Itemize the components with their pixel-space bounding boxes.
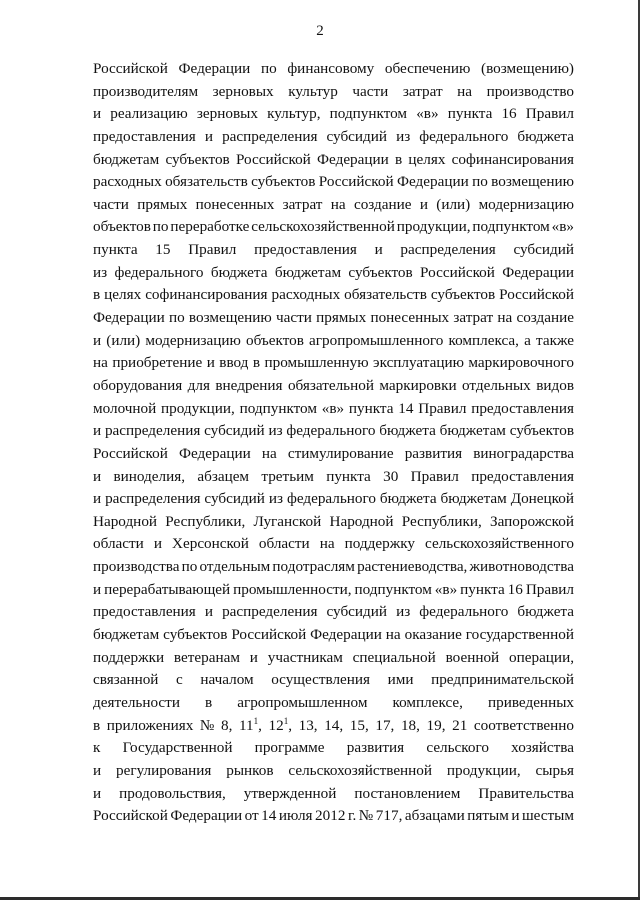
paragraph-lines-after: [93, 737, 574, 828]
text-line: [93, 239, 574, 262]
text-line: [93, 194, 574, 217]
text-line: [93, 126, 574, 149]
text-line: [93, 805, 574, 828]
text-line-content: Народной Республики, Луганской Народной Республики, Запорожской: [93, 512, 574, 530]
text-line-annex: [93, 715, 574, 738]
text-line-content: молочной продукции, подпунктом «в» пункта 14 Правил предоставления: [93, 399, 574, 417]
superscript-1: 1: [253, 715, 259, 726]
text-line-content: предоставления и распределения субсидий из федерального бюджета: [93, 127, 574, 145]
text-line: [93, 579, 574, 602]
text-line-content: Федерации по возмещению части прямых понесенных затрат на создание: [93, 309, 574, 327]
text-line: [93, 533, 574, 556]
text-line: [93, 352, 574, 375]
superscript-2: 1: [283, 715, 289, 726]
text-line: [93, 262, 574, 285]
text-line: [93, 624, 574, 647]
text-line: [93, 103, 574, 126]
text-line-content: части прямых понесенных затрат на создание и (или) модернизацию: [93, 195, 574, 213]
text-line: [93, 330, 574, 353]
text-line-content: поддержки ветеранам и участникам специальной военной операции,: [93, 648, 574, 666]
text-line: [93, 488, 574, 511]
annex-suffix: , 13, 14, 15, 17, 18, 19, 21 соответственно: [288, 716, 574, 734]
text-line: [93, 307, 574, 330]
text-line-content: бюджетам субъектов Российской Федерации на оказание государственной: [93, 626, 574, 644]
text-line-content: предоставления и распределения субсидий из федерального бюджета: [93, 603, 574, 621]
text-line: [93, 149, 574, 172]
text-line-content: в целях софинансирования расходных обязательств субъектов Российской: [93, 286, 574, 304]
text-line: [93, 466, 574, 489]
text-line: [93, 601, 574, 624]
text-line: [93, 647, 574, 670]
text-line: [93, 760, 574, 783]
annex-text: [93, 715, 574, 738]
text-line-content: оборудования для внедрения обязательной маркировки отдельных видов: [93, 376, 574, 394]
text-line-content: к Государственной программе развития сельского хозяйства: [93, 739, 574, 757]
text-line: [93, 375, 574, 398]
text-line-content: и распределения субсидий из федерального бюджета бюджетам Донецкой: [93, 490, 574, 508]
text-line: [93, 443, 574, 466]
text-line-content: и распределения субсидий из федерального бюджета бюджетам субъектов: [93, 422, 574, 440]
text-line: [93, 737, 574, 760]
paragraph-lines: [93, 58, 574, 715]
text-line-content: области и Херсонской области на поддержку сельскохозяйственного: [93, 535, 574, 553]
text-line: [93, 556, 574, 579]
text-line-content: и перерабатывающей промышленности, подпунктом «в» пункта 16 Правил: [93, 580, 574, 598]
text-line-content: пункта 15 Правил предоставления и распределения субсидий: [93, 241, 574, 259]
text-line-content: Российской Федерации от 14 июля 2012 г. № 717, абзацами пятым и шестым: [93, 807, 574, 825]
text-line: [93, 58, 574, 81]
text-line-content: и регулирования рынков сельскохозяйственной продукции, сырья: [93, 761, 574, 779]
text-line: [93, 692, 574, 715]
annex-prefix: в приложениях № 8, 11: [93, 716, 254, 734]
text-line: [93, 669, 574, 692]
text-line-content: и виноделия, абзацем третьим пункта 30 Правил предоставления: [93, 467, 574, 485]
text-line: [93, 511, 574, 534]
text-line: [93, 284, 574, 307]
text-line-content: расходных обязательств субъектов Российской Федерации по возмещению: [93, 173, 574, 191]
text-line: [93, 81, 574, 104]
text-line-content: и продовольствия, утвержденной постановлением Правительства: [93, 784, 574, 802]
text-line: [93, 420, 574, 443]
text-line-content: связанной с началом осуществления ими предпринимательской: [93, 671, 574, 689]
text-line-content: производства по отдельным подотраслям растениеводства, животноводства: [93, 558, 574, 576]
text-line: [93, 171, 574, 194]
text-line-content: на приобретение и ввод в промышленную эксплуатацию маркировочного: [93, 354, 574, 372]
text-line: [93, 783, 574, 806]
text-line-content: из федерального бюджета бюджетам субъектов Российской Федерации: [93, 263, 574, 281]
text-line: [93, 398, 574, 421]
annex-middle: , 12: [258, 716, 284, 734]
text-line-content: производителям зерновых культур части затрат на производство: [93, 82, 574, 100]
body-text: [93, 58, 574, 828]
text-line-content: Российской Федерации на стимулирование развития виноградарства: [93, 444, 574, 462]
text-line-content: Российской Федерации по финансовому обеспечению (возмещению): [93, 60, 574, 77]
text-line-content: деятельности в агропромышленном комплексе, приведенных: [93, 693, 574, 711]
text-line-content: и (или) модернизацию объектов агропромышленного комплекса, а также: [93, 331, 574, 349]
text-line: [93, 216, 574, 239]
text-line-content: и реализацию зерновых культур, подпунктом «в» пункта 16 Правил: [93, 105, 574, 123]
text-line-content: объектов по переработке сельскохозяйственной продукции, подпунктом «в»: [93, 218, 574, 236]
text-line-content: бюджетам субъектов Российской Федерации в целях софинансирования: [93, 150, 574, 168]
page-number: 2: [316, 23, 324, 39]
